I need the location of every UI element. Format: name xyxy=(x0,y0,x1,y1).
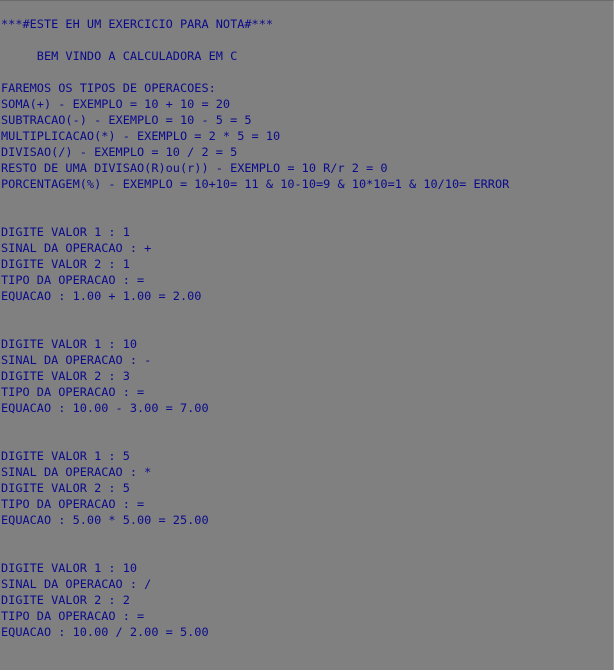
prompt-operator-line: SINAL DA OPERACAO : + xyxy=(1,241,152,255)
blank-line xyxy=(1,192,509,208)
equation-result-line: EQUACAO : 10.00 - 3.00 = 7.00 xyxy=(1,401,209,415)
prompt-operation-type-line: TIPO DA OPERACAO : = xyxy=(1,609,145,623)
blank-line xyxy=(1,304,509,320)
prompt-operator-line: SINAL DA OPERACAO : / xyxy=(1,577,152,591)
blank-line xyxy=(1,544,509,560)
blank-line xyxy=(1,208,509,224)
prompt-operator-line: SINAL DA OPERACAO : - xyxy=(1,353,152,367)
blank-line xyxy=(1,64,509,80)
welcome-line: BEM VINDO A CALCULADORA EM C xyxy=(1,49,238,63)
equation-result-line: EQUACAO : 5.00 * 5.00 = 25.00 xyxy=(1,513,209,527)
prompt-operation-type-line: TIPO DA OPERACAO : = xyxy=(1,273,145,287)
prompt-value-2-line: DIGITE VALOR 2 : 1 xyxy=(1,257,130,271)
prompt-operator-line: SINAL DA OPERACAO : * xyxy=(1,465,152,479)
blank-line xyxy=(1,432,509,448)
blank-line xyxy=(1,416,509,432)
operation-example-line: MULTIPLICACAO(*) - EXEMPLO = 2 * 5 = 10 xyxy=(1,129,281,143)
blank-line xyxy=(1,32,509,48)
prompt-value-1-line: DIGITE VALOR 1 : 10 xyxy=(1,337,138,351)
console-output xyxy=(1,16,509,640)
prompt-value-1-line: DIGITE VALOR 1 : 10 xyxy=(1,561,138,575)
prompt-value-2-line: DIGITE VALOR 2 : 3 xyxy=(1,369,130,383)
blank-line xyxy=(1,528,509,544)
prompt-value-1-line: DIGITE VALOR 1 : 1 xyxy=(1,225,130,239)
prompt-operation-type-line: TIPO DA OPERACAO : = xyxy=(1,497,145,511)
blank-line xyxy=(1,320,509,336)
program-header-line: ***#ESTE EH UM EXERCICIO PARA NOTA#*** xyxy=(1,17,274,31)
prompt-value-2-line: DIGITE VALOR 2 : 2 xyxy=(1,593,130,607)
operation-example-line: DIVISAO(/) - EXEMPLO = 10 / 2 = 5 xyxy=(1,145,238,159)
operations-heading-line: FAREMOS OS TIPOS DE OPERACOES: xyxy=(1,81,216,95)
operation-example-line: RESTO DE UMA DIVISAO(R)ou(r)) - EXEMPLO = 10 R/r 2 = 0 xyxy=(1,161,388,175)
operation-example-line: SOMA(+) - EXEMPLO = 10 + 10 = 20 xyxy=(1,97,231,111)
equation-result-line: EQUACAO : 1.00 + 1.00 = 2.00 xyxy=(1,289,202,303)
prompt-value-2-line: DIGITE VALOR 2 : 5 xyxy=(1,481,130,495)
equation-result-line: EQUACAO : 10.00 / 2.00 = 5.00 xyxy=(1,625,209,639)
prompt-operation-type-line: TIPO DA OPERACAO : = xyxy=(1,385,145,399)
prompt-value-1-line: DIGITE VALOR 1 : 5 xyxy=(1,449,130,463)
operation-example-line: SUBTRACAO(-) - EXEMPLO = 10 - 5 = 5 xyxy=(1,113,252,127)
operation-example-line: PORCENTAGEM(%) - EXEMPLO = 10+10= 11 & 10-10=9 & 10*10=1 & 10/10= ERROR xyxy=(1,177,510,191)
